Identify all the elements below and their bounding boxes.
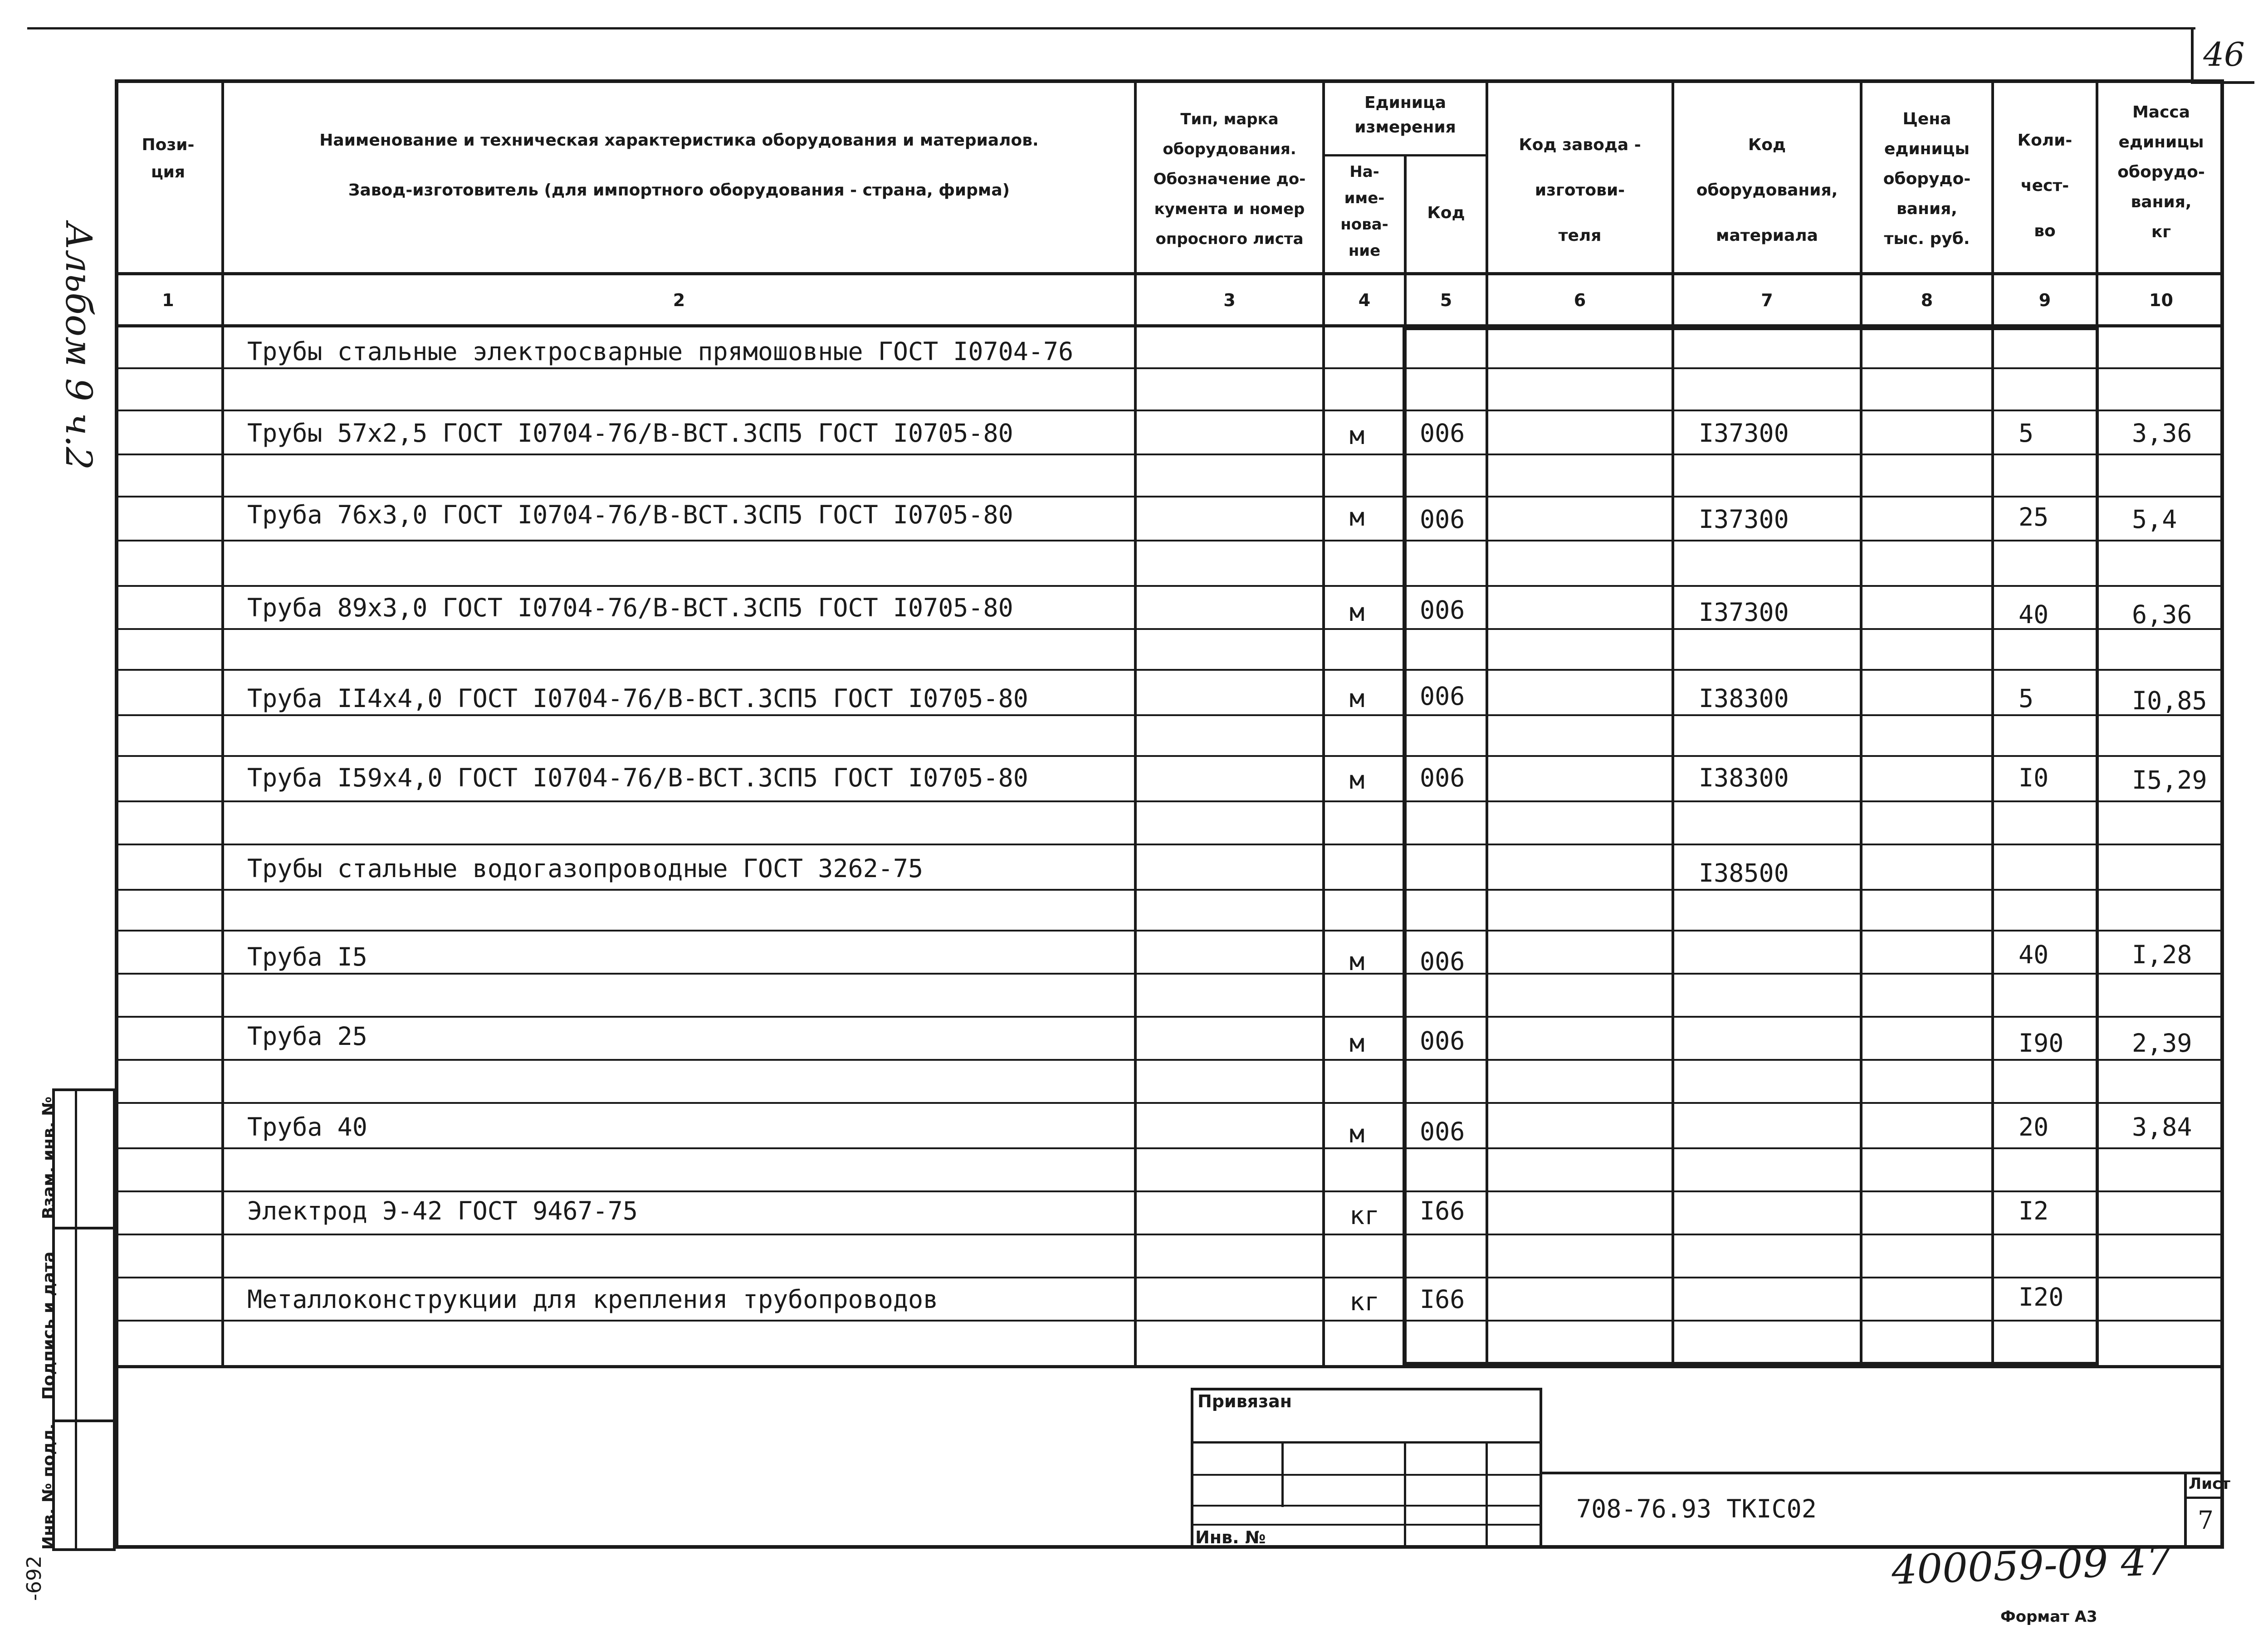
row-line — [115, 1320, 2224, 1322]
title-list-label: Лист — [2189, 1475, 2230, 1493]
row-line — [115, 540, 2224, 541]
row-name: Трубы стальные электросварные прямошовные ГОСТ I0704-76 — [247, 337, 1074, 366]
header-name-line2: Завод-изготовитель (для импортного оборудования - страна, фирма) — [348, 181, 1010, 200]
header-equip-code: Код оборудования, материала — [1696, 136, 1838, 245]
title-doc-line — [1542, 1472, 2224, 1474]
row-name: Труба I59х4,0 ГОСТ I0704-76/В-ВСТ.3СП5 ГОСТ I0705-80 — [247, 763, 1028, 792]
row-name: Труба 40 — [247, 1112, 367, 1141]
header-price: Цена единицы оборудо- вания, тыс. руб. — [1883, 110, 1971, 248]
row-quantity: I90 — [2019, 1029, 2064, 1058]
row-line — [115, 1190, 2224, 1192]
row-quantity: 25 — [2019, 502, 2049, 532]
row-mass: I5,29 — [2132, 766, 2207, 795]
row-unit-code: 006 — [1420, 1117, 1465, 1146]
row-line — [115, 973, 2224, 975]
row-mass: 3,84 — [2132, 1112, 2192, 1141]
row-name: Труба II4х4,0 ГОСТ I0704-76/В-ВСТ.3СП5 ГОСТ I0705-80 — [247, 684, 1028, 713]
row-unit-code: I66 — [1420, 1196, 1465, 1225]
col-line-3 — [1322, 79, 1325, 1366]
header-type: Тип, марка оборудования. Обозначение до- кумента и номер опросного листа — [1153, 110, 1306, 248]
row-line — [115, 889, 2224, 891]
row-equip-code: I38300 — [1699, 684, 1789, 713]
header-factory-code: Код завода - изготови- теля — [1519, 136, 1641, 245]
col-line-1 — [221, 79, 224, 1366]
page-number: 46 — [2191, 29, 2254, 84]
column-number: 5 — [1440, 290, 1452, 310]
side-stamp-line — [52, 1227, 116, 1229]
row-name: Труба 89х3,0 ГОСТ I0704-76/В-ВСТ.3СП5 ГОСТ I0705-80 — [247, 593, 1013, 622]
header-position: Пози- ция — [142, 136, 195, 181]
row-name: Металлоконструкции для крепления трубопроводов — [247, 1285, 938, 1314]
side-stamp-vzam: Взам. инв. № — [39, 1096, 58, 1219]
row-equip-code: I38500 — [1699, 858, 1789, 888]
row-unit: м — [1349, 598, 1365, 627]
row-quantity: 5 — [2019, 684, 2034, 713]
row-line — [115, 669, 2224, 671]
archive-number: 400059-09 47 — [1891, 1537, 2173, 1594]
column-number: 2 — [673, 290, 685, 310]
row-quantity: I20 — [2019, 1283, 2064, 1312]
row-line — [115, 585, 2224, 587]
col-line-2 — [1134, 79, 1137, 1366]
title-list-line — [2184, 1497, 2224, 1499]
title-divider — [1281, 1441, 1284, 1507]
column-number: 6 — [1574, 290, 1586, 310]
row-line — [115, 1102, 2224, 1104]
row-name: Труба 76х3,0 ГОСТ I0704-76/В-ВСТ.3СП5 ГОСТ I0705-80 — [247, 500, 1013, 529]
title-divider — [1486, 1441, 1488, 1549]
row-quantity: 40 — [2019, 600, 2049, 629]
row-line — [115, 410, 2224, 411]
row-name: Труба I5 — [247, 942, 367, 971]
format-label: Формат А3 — [2000, 1608, 2097, 1626]
row-quantity: 20 — [2019, 1112, 2049, 1141]
side-stamp-podpis: Подпись и дата — [39, 1251, 58, 1400]
row-equip-code: I37300 — [1699, 419, 1789, 448]
header-quantity: Коли- чест- во — [2017, 131, 2072, 240]
title-doc-code: 708-76.93 ТКIС02 — [1576, 1494, 1817, 1523]
row-name: Трубы 57х2,5 ГОСТ I0704-76/В-ВСТ.3СП5 ГОСТ I0705-80 — [247, 419, 1013, 448]
column-number: 7 — [1761, 290, 1773, 310]
title-privyazan-label: Привязан — [1198, 1391, 1292, 1411]
column-number: 4 — [1358, 290, 1371, 310]
side-stamp-inv: Инв. № подл. — [39, 1423, 58, 1550]
title-line — [1191, 1441, 1542, 1444]
row-unit: м — [1349, 947, 1365, 976]
title-line — [1191, 1474, 1542, 1476]
side-stamp-divider — [75, 1088, 77, 1551]
side-stamp-line — [52, 1419, 116, 1422]
title-list-number: 7 — [2198, 1506, 2214, 1535]
row-quantity: 40 — [2019, 940, 2049, 969]
row-line — [115, 844, 2224, 845]
row-line — [115, 454, 2224, 455]
table-bottom-line — [115, 1365, 2224, 1368]
row-name: Трубы стальные водогазопроводные ГОСТ 3262-75 — [247, 854, 924, 883]
header-unit-group: Единица измерения — [1354, 93, 1456, 137]
row-line — [115, 930, 2224, 932]
row-quantity: I0 — [2019, 763, 2049, 792]
row-mass: I0,85 — [2132, 686, 2207, 715]
row-mass: 6,36 — [2132, 600, 2192, 629]
row-unit: м — [1349, 1119, 1365, 1148]
row-name: Электрод Э-42 ГОСТ 9467-75 — [247, 1196, 638, 1225]
data-frame — [1403, 327, 2099, 1365]
row-unit-code: 006 — [1420, 595, 1465, 624]
row-line — [115, 1234, 2224, 1235]
row-unit: м — [1349, 502, 1365, 532]
row-unit-code: 006 — [1420, 419, 1465, 448]
title-inv-label: Инв. № — [1195, 1527, 1266, 1547]
row-unit: кг — [1349, 1287, 1380, 1316]
row-equip-code: I37300 — [1699, 505, 1789, 534]
row-unit-code: I66 — [1420, 1285, 1465, 1314]
row-unit: м — [1349, 421, 1365, 450]
row-mass: 2,39 — [2132, 1029, 2192, 1058]
column-number: 10 — [2149, 290, 2173, 310]
row-mass: 5,4 — [2132, 505, 2177, 534]
row-equip-code: I37300 — [1699, 598, 1789, 627]
row-unit-code: 006 — [1420, 947, 1465, 976]
row-unit: кг — [1349, 1201, 1380, 1230]
row-quantity: 5 — [2019, 419, 2034, 448]
row-line — [115, 1016, 2224, 1018]
row-unit: м — [1349, 766, 1365, 795]
row-line — [115, 1277, 2224, 1278]
row-equip-code: I38300 — [1699, 763, 1789, 792]
row-mass: 3,36 — [2132, 419, 2192, 448]
row-line — [115, 1059, 2224, 1061]
row-unit: м — [1349, 684, 1365, 713]
title-divider — [1404, 1441, 1406, 1549]
column-number: 1 — [162, 290, 174, 310]
album-label: Альбом 9 ч.2 — [58, 222, 100, 470]
column-number: 8 — [1921, 290, 1933, 310]
row-line — [115, 755, 2224, 757]
row-mass: I,28 — [2132, 940, 2192, 969]
header-unit-code: Код — [1427, 204, 1465, 222]
row-name: Труба 25 — [247, 1022, 367, 1051]
left-mark: -692 — [23, 1556, 46, 1601]
side-stamp — [52, 1088, 116, 1551]
top-rule — [27, 27, 2195, 29]
row-unit: м — [1349, 1029, 1365, 1058]
row-line — [115, 800, 2224, 802]
row-quantity: I2 — [2019, 1196, 2049, 1225]
row-line — [115, 1147, 2224, 1149]
title-line — [1191, 1524, 1542, 1526]
row-line — [115, 628, 2224, 630]
row-unit-code: 006 — [1420, 505, 1465, 534]
column-number: 3 — [1223, 290, 1236, 310]
header-mass: Масса единицы оборудо- вания, кг — [2117, 103, 2205, 241]
header-bottom-line — [115, 272, 2224, 275]
column-number: 9 — [2038, 290, 2051, 310]
row-unit-code: 006 — [1420, 763, 1465, 792]
header-name-line1: Наименование и техническая характеристика оборудования и материалов. — [319, 131, 1039, 150]
header-unit-name: На- име- нова- ние — [1340, 163, 1388, 260]
row-unit-code: 006 — [1420, 682, 1465, 711]
title-line — [1191, 1505, 1542, 1507]
row-unit-code: 006 — [1420, 1026, 1465, 1055]
